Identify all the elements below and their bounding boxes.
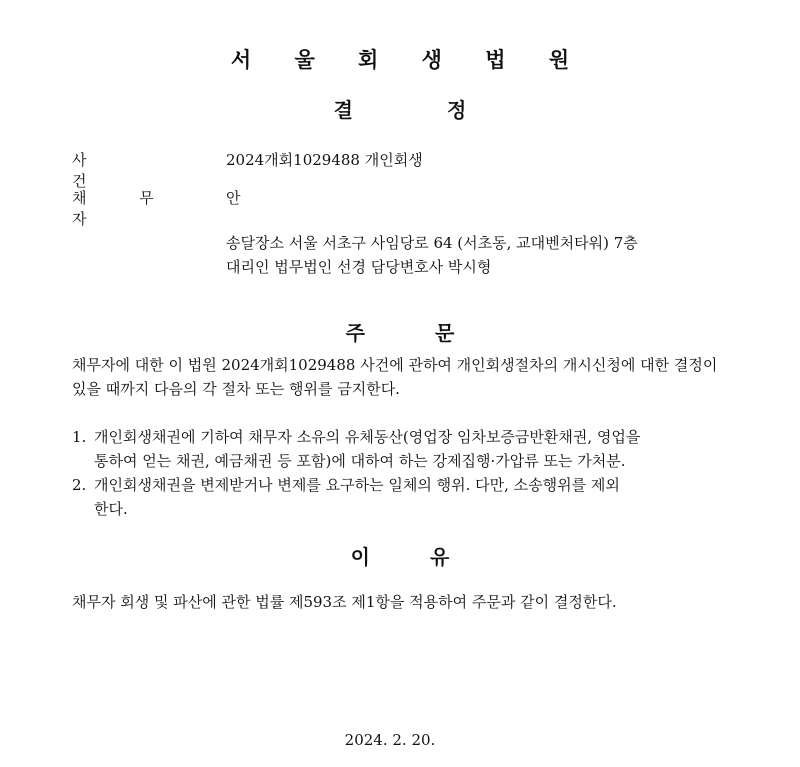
- order-item-number: 2.: [72, 476, 87, 494]
- attorney-line: 대리인 법무법인 선경 담당변호사 박시형: [226, 258, 492, 276]
- order-item-number: 1.: [72, 428, 87, 446]
- order-title: [0, 317, 800, 346]
- case-value: 2024개회1029488 개인회생: [226, 151, 423, 169]
- service-address: 송달장소 서울 서초구 사임당로 64 (서초동, 교대벤처타워) 7층: [226, 234, 638, 252]
- debtor-value: 안: [226, 189, 241, 207]
- order-title-right: 문: [435, 321, 455, 345]
- order-item-text: 개인회생채권에 기하여 채무자 소유의 유체동산(영업장 임차보증금반환채권, 영업을 통하여 얻는 채권, 예금채권 등 포함)에 대하여 하는 강제집행·가압류 또는 가처분.: [94, 428, 641, 470]
- order-item-text: 개인회생채권을 변제받거나 변제를 요구하는 일체의 행위. 다만, 소송행위를 제외 한다.: [94, 476, 620, 518]
- order-intro: 채무자에 대한 이 법원 2024개회1029488 사건에 관하여 개인회생절차의 개시신청에 대한 결정이 있을 때까지 다음의 각 절차 또는 행위를 금지한다.: [72, 356, 718, 398]
- court-name: 서 울 회 생 법 원: [230, 47, 588, 72]
- reason-title: [0, 541, 800, 570]
- debtor-label: 채 무 자: [72, 189, 178, 228]
- reason-title-right: 유: [430, 545, 450, 569]
- decision-title-right: 정: [447, 98, 467, 122]
- case-label: 사 건: [72, 151, 149, 190]
- decision-title-left: 결: [333, 98, 353, 122]
- order-title-left: 주: [345, 321, 365, 345]
- decision-title: [0, 94, 800, 123]
- reason-text: 채무자 회생 및 파산에 관한 법률 제593조 제1항을 적용하여 주문과 같이 결정한다.: [72, 593, 617, 611]
- reason-title-left: 이: [350, 545, 370, 569]
- decision-date: 2024. 2. 20.: [344, 731, 436, 749]
